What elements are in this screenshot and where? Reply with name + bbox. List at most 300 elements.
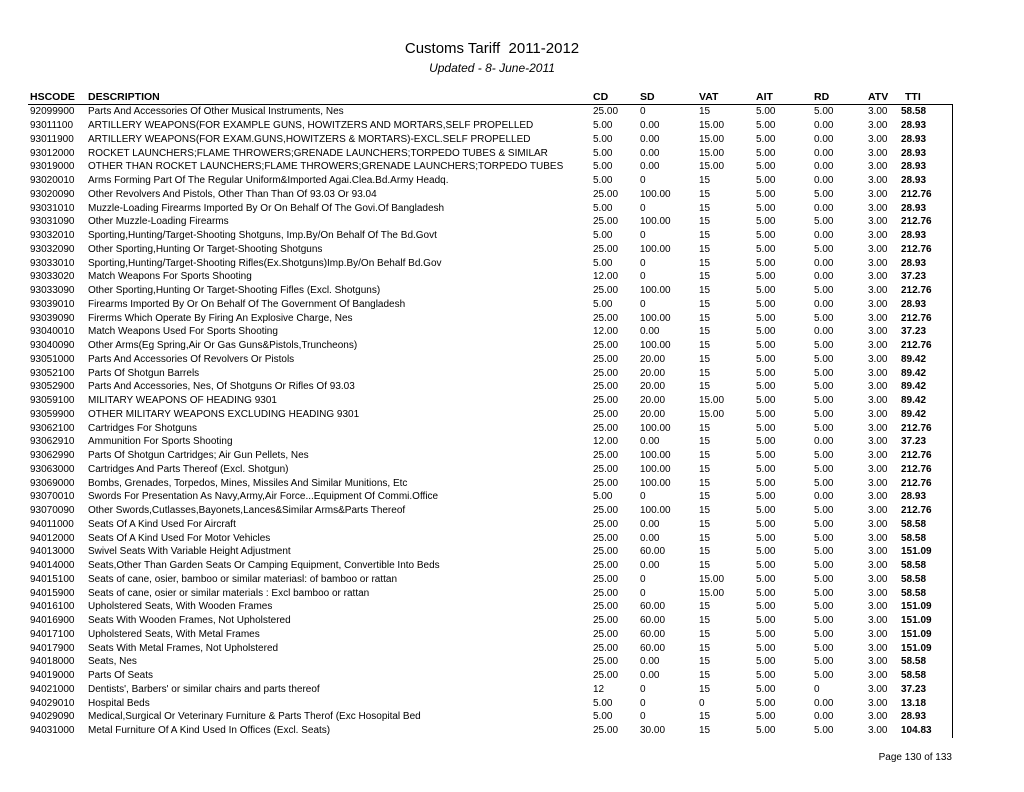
ait-cell: 5.00: [756, 505, 776, 517]
tti-cell: 212.76: [899, 449, 952, 463]
sd-cell: 0.00: [640, 670, 660, 682]
table-row: [28, 353, 952, 367]
cd-cell: 25.00: [593, 106, 619, 118]
vat-cell: 15: [699, 601, 711, 613]
hscode-cell: 93020090: [30, 188, 75, 200]
hscode-cell: 94019000: [30, 670, 75, 682]
rd-cell: 0.00: [814, 147, 834, 159]
table-row: [28, 105, 952, 119]
ait-cell: 5.00: [756, 546, 776, 558]
column-header-ait: AIT: [756, 90, 773, 103]
vat-cell: 15: [699, 367, 711, 379]
ait-cell: 5.00: [756, 683, 776, 695]
table-row: [28, 476, 952, 490]
atv-cell: 3.00: [868, 243, 888, 255]
rd-cell: 5.00: [814, 587, 834, 599]
sd-cell: 0.00: [640, 120, 660, 132]
rd-cell: 5.00: [814, 285, 834, 297]
cd-cell: 25.00: [593, 340, 619, 352]
tti-cell: 104.83: [899, 724, 952, 738]
table-row: [28, 380, 952, 394]
table-row: [28, 724, 952, 738]
atv-cell: 3.00: [868, 353, 888, 365]
atv-cell: 3.00: [868, 491, 888, 503]
rd-cell: 0.00: [814, 326, 834, 338]
atv-cell: 3.00: [868, 230, 888, 242]
vat-cell: 15.00: [699, 573, 725, 585]
ait-cell: 5.00: [756, 381, 776, 393]
rd-cell: 0.00: [814, 271, 834, 283]
description-cell: Parts And Accessories Of Other Musical Instruments, Nes: [88, 106, 344, 118]
atv-cell: 3.00: [868, 216, 888, 228]
table-row: [28, 146, 952, 160]
vat-cell: 15: [699, 285, 711, 297]
description-cell: Seats of cane, osier, bamboo or similar materiasl: of bamboo or rattan: [88, 573, 398, 585]
vat-cell: 15: [699, 188, 711, 200]
description-cell: Seats, Nes: [88, 656, 137, 668]
description-cell: Other Sporting,Hunting Or Target-Shooting Shotguns: [88, 243, 323, 255]
hscode-cell: 93062100: [30, 422, 75, 434]
tti-cell: 212.76: [899, 215, 952, 229]
table-row: [28, 366, 952, 380]
vat-cell: 15: [699, 326, 711, 338]
hscode-cell: 94018000: [30, 656, 75, 668]
rd-cell: 5.00: [814, 367, 834, 379]
atv-cell: 3.00: [868, 628, 888, 640]
vat-cell: 15: [699, 628, 711, 640]
ait-cell: 5.00: [756, 243, 776, 255]
vat-cell: 15: [699, 298, 711, 310]
atv-cell: 3.00: [868, 601, 888, 613]
atv-cell: 3.00: [868, 615, 888, 627]
ait-cell: 5.00: [756, 395, 776, 407]
vat-cell: 15.00: [699, 133, 725, 145]
description-cell: Parts And Accessories, Nes, Of Shotguns Or Rifles Of 93.03: [88, 381, 355, 393]
atv-cell: 3.00: [868, 725, 888, 737]
tti-cell: 28.93: [899, 146, 952, 160]
sd-cell: 0.00: [640, 436, 660, 448]
atv-cell: 3.00: [868, 642, 888, 654]
rd-cell: 0.00: [814, 298, 834, 310]
sd-cell: 30.00: [640, 725, 666, 737]
ait-cell: 5.00: [756, 367, 776, 379]
tti-cell: 212.76: [899, 421, 952, 435]
tariff-table: [28, 90, 953, 738]
ait-cell: 5.00: [756, 491, 776, 503]
description-cell: Other Revolvers And Pistols, Other Than Than Of 93.03 Or 93.04: [88, 188, 377, 200]
hscode-cell: 94015100: [30, 573, 75, 585]
sd-cell: 0.00: [640, 532, 660, 544]
tti-cell: 212.76: [899, 339, 952, 353]
description-cell: Parts Of Shotgun Cartridges; Air Gun Pellets, Nes: [88, 450, 309, 462]
description-cell: Firerms Which Operate By Firing An Explosive Charge, Nes: [88, 312, 353, 324]
atv-cell: 3.00: [868, 340, 888, 352]
hscode-cell: 94029090: [30, 711, 75, 723]
tti-cell: 212.76: [899, 504, 952, 518]
vat-cell: 15.00: [699, 587, 725, 599]
table-row: [28, 669, 952, 683]
hscode-cell: 93032010: [30, 230, 75, 242]
sd-cell: 100.00: [640, 243, 671, 255]
sd-cell: 100.00: [640, 188, 671, 200]
table-row: [28, 188, 952, 202]
rd-cell: 5.00: [814, 312, 834, 324]
table-row: [28, 586, 952, 600]
cd-cell: 25.00: [593, 243, 619, 255]
hscode-cell: 93011100: [30, 120, 74, 132]
atv-cell: 3.00: [868, 147, 888, 159]
sd-cell: 100.00: [640, 477, 671, 489]
hscode-cell: 94011000: [30, 518, 74, 530]
atv-cell: 3.00: [868, 326, 888, 338]
rd-cell: 5.00: [814, 422, 834, 434]
sd-cell: 0: [640, 573, 646, 585]
description-cell: Metal Furniture Of A Kind Used In Offices (Excl. Seats): [88, 725, 331, 737]
column-header-tti: TTI: [905, 90, 921, 103]
ait-cell: 5.00: [756, 560, 776, 572]
tti-cell: 28.93: [899, 490, 952, 504]
atv-cell: 3.00: [868, 477, 888, 489]
ait-cell: 5.00: [756, 642, 776, 654]
sd-cell: 0.00: [640, 161, 660, 173]
sd-cell: 0: [640, 106, 646, 118]
table-row: [28, 174, 952, 188]
rd-cell: 5.00: [814, 340, 834, 352]
vat-cell: 15: [699, 243, 711, 255]
vat-cell: 15: [699, 381, 711, 393]
hscode-cell: 94017900: [30, 642, 75, 654]
table-row: [28, 394, 952, 408]
tti-cell: 212.76: [899, 284, 952, 298]
cd-cell: 5.00: [593, 697, 613, 709]
hscode-cell: 93033010: [30, 257, 75, 269]
vat-cell: 15: [699, 532, 711, 544]
vat-cell: 15: [699, 546, 711, 558]
rd-cell: 5.00: [814, 628, 834, 640]
description-cell: Seats Of A Kind Used For Motor Vehicles: [88, 532, 271, 544]
atv-cell: 3.00: [868, 683, 888, 695]
hscode-cell: 94021000: [30, 683, 75, 695]
ait-cell: 5.00: [756, 573, 776, 585]
description-cell: Dentists', Barbers' or similar chairs and parts thereof: [88, 683, 320, 695]
hscode-cell: 94012000: [30, 532, 75, 544]
table-row: [28, 435, 952, 449]
cd-cell: 5.00: [593, 230, 613, 242]
cd-cell: 25.00: [593, 367, 619, 379]
tti-cell: 28.93: [899, 229, 952, 243]
cd-cell: 12.00: [593, 436, 619, 448]
hscode-cell: 94016100: [30, 601, 75, 613]
page-title: Customs Tariff 2011-2012: [404, 40, 580, 57]
tti-cell: 58.58: [899, 573, 952, 587]
ait-cell: 5.00: [756, 188, 776, 200]
tti-cell: 37.23: [899, 435, 952, 449]
hscode-cell: 93033090: [30, 285, 75, 297]
vat-cell: 15: [699, 615, 711, 627]
sd-cell: 0: [640, 202, 646, 214]
atv-cell: 3.00: [868, 532, 888, 544]
hscode-cell: 93069000: [30, 477, 75, 489]
atv-cell: 3.00: [868, 106, 888, 118]
vat-cell: 15: [699, 518, 711, 530]
table-row: [28, 284, 952, 298]
ait-cell: 5.00: [756, 312, 776, 324]
atv-cell: 3.00: [868, 381, 888, 393]
rd-cell: 5.00: [814, 188, 834, 200]
cd-cell: 25.00: [593, 532, 619, 544]
cd-cell: 25.00: [593, 353, 619, 365]
cd-cell: 25.00: [593, 312, 619, 324]
cd-cell: 25.00: [593, 670, 619, 682]
vat-cell: 15: [699, 711, 711, 723]
atv-cell: 3.00: [868, 367, 888, 379]
cd-cell: 5.00: [593, 133, 613, 145]
page-number: Page 130 of 133: [878, 752, 952, 763]
tti-cell: 151.09: [899, 614, 952, 628]
sd-cell: 0: [640, 298, 646, 310]
ait-cell: 5.00: [756, 587, 776, 599]
cd-cell: 25.00: [593, 642, 619, 654]
tti-cell: 212.76: [899, 476, 952, 490]
hscode-cell: 93020010: [30, 175, 75, 187]
table-row: [28, 201, 952, 215]
cd-cell: 25.00: [593, 725, 619, 737]
description-cell: Seats of cane, osier or similar materials : Excl bamboo or rattan: [88, 587, 370, 599]
cd-cell: 12.00: [593, 326, 619, 338]
tti-cell: 28.93: [899, 256, 952, 270]
tti-cell: 212.76: [899, 243, 952, 257]
rd-cell: 0.00: [814, 133, 834, 145]
table-row: [28, 628, 952, 642]
rd-cell: 0.00: [814, 202, 834, 214]
table-row: [28, 559, 952, 573]
atv-cell: 3.00: [868, 450, 888, 462]
description-cell: ROCKET LAUNCHERS;FLAME THROWERS;GRENADE LAUNCHERS;TORPEDO TUBES & SIMILAR: [88, 147, 548, 159]
table-row: [28, 600, 952, 614]
ait-cell: 5.00: [756, 285, 776, 297]
table-row: [28, 490, 952, 504]
cd-cell: 5.00: [593, 147, 613, 159]
header-row: [28, 90, 952, 105]
rd-cell: 5.00: [814, 353, 834, 365]
hscode-cell: 93063000: [30, 463, 75, 475]
tti-cell: 37.23: [899, 325, 952, 339]
atv-cell: 3.00: [868, 422, 888, 434]
sd-cell: 0: [640, 711, 646, 723]
vat-cell: 15: [699, 450, 711, 462]
vat-cell: 15: [699, 216, 711, 228]
cd-cell: 5.00: [593, 161, 613, 173]
vat-cell: 15.00: [699, 147, 725, 159]
ait-cell: 5.00: [756, 271, 776, 283]
atv-cell: 3.00: [868, 120, 888, 132]
sd-cell: 20.00: [640, 381, 666, 393]
tti-cell: 28.93: [899, 201, 952, 215]
vat-cell: 15: [699, 257, 711, 269]
table-row: [28, 215, 952, 229]
description-cell: Other Swords,Cutlasses,Bayonets,Lances&Similar Arms&Parts Thereof: [88, 505, 406, 517]
sd-cell: 100.00: [640, 505, 671, 517]
cd-cell: 5.00: [593, 202, 613, 214]
tti-cell: 89.42: [899, 380, 952, 394]
description-cell: Other Arms(Eg Spring,Air Or Gas Guns&Pistols,Truncheons): [88, 340, 358, 352]
description-cell: OTHER THAN ROCKET LAUNCHERS;FLAME THROWERS;GRENADE LAUNCHERS;TORPEDO TUBES: [88, 161, 564, 173]
tti-cell: 151.09: [899, 628, 952, 642]
column-header-sd: SD: [640, 90, 655, 103]
table-row: [28, 504, 952, 518]
sd-cell: 60.00: [640, 628, 666, 640]
tti-cell: 212.76: [899, 188, 952, 202]
atv-cell: 3.00: [868, 546, 888, 558]
sd-cell: 60.00: [640, 615, 666, 627]
tti-cell: 58.58: [899, 669, 952, 683]
table-row: [28, 573, 952, 587]
vat-cell: 15.00: [699, 408, 725, 420]
tti-cell: 58.58: [899, 105, 952, 119]
cd-cell: 25.00: [593, 601, 619, 613]
cd-cell: 25.00: [593, 505, 619, 517]
rd-cell: 5.00: [814, 725, 834, 737]
rd-cell: 5.00: [814, 601, 834, 613]
sd-cell: 20.00: [640, 353, 666, 365]
sd-cell: 100.00: [640, 463, 671, 475]
sd-cell: 0: [640, 271, 646, 283]
atv-cell: 3.00: [868, 573, 888, 585]
ait-cell: 5.00: [756, 532, 776, 544]
sd-cell: 20.00: [640, 367, 666, 379]
atv-cell: 3.00: [868, 408, 888, 420]
table-row: [28, 256, 952, 270]
cd-cell: 5.00: [593, 257, 613, 269]
sd-cell: 20.00: [640, 395, 666, 407]
vat-cell: 15: [699, 230, 711, 242]
description-cell: ARTILLERY WEAPONS(FOR EXAM.GUNS,HOWITZERS & MORTARS)-EXCL.SELF PROPELLED: [88, 133, 531, 145]
description-cell: Arms Forming Part Of The Regular Uniform&Imported Agai.Clea.Bd.Army Headq.: [88, 175, 449, 187]
tti-cell: 28.93: [899, 119, 952, 133]
cd-cell: 25.00: [593, 518, 619, 530]
vat-cell: 15: [699, 271, 711, 283]
cd-cell: 25.00: [593, 188, 619, 200]
table-row: [28, 229, 952, 243]
ait-cell: 5.00: [756, 408, 776, 420]
sd-cell: 0: [640, 697, 646, 709]
atv-cell: 3.00: [868, 697, 888, 709]
description-cell: Firearms Imported By Or On Behalf Of The Government Of Bangladesh: [88, 298, 406, 310]
sd-cell: 0: [640, 491, 646, 503]
description-cell: ARTILLERY WEAPONS(FOR EXAMPLE GUNS, HOWITZERS AND MORTARS,SELF PROPELLED: [88, 120, 534, 132]
ait-cell: 5.00: [756, 257, 776, 269]
cd-cell: 5.00: [593, 711, 613, 723]
tti-cell: 89.42: [899, 353, 952, 367]
ait-cell: 5.00: [756, 477, 776, 489]
hscode-cell: 94014000: [30, 560, 75, 572]
vat-cell: 15: [699, 175, 711, 187]
ait-cell: 5.00: [756, 147, 776, 159]
description-cell: Seats,Other Than Garden Seats Or Camping Equipment, Convertible Into Beds: [88, 560, 440, 572]
vat-cell: 15: [699, 505, 711, 517]
table-row: [28, 531, 952, 545]
vat-cell: 15.00: [699, 395, 725, 407]
ait-cell: 5.00: [756, 670, 776, 682]
sd-cell: 60.00: [640, 546, 666, 558]
atv-cell: 3.00: [868, 518, 888, 530]
table-row: [28, 325, 952, 339]
sd-cell: 0.00: [640, 326, 660, 338]
atv-cell: 3.00: [868, 395, 888, 407]
vat-cell: 15: [699, 353, 711, 365]
cd-cell: 25.00: [593, 463, 619, 475]
hscode-cell: 93031010: [30, 202, 75, 214]
rd-cell: 5.00: [814, 532, 834, 544]
hscode-cell: 93011900: [30, 133, 74, 145]
vat-cell: 15: [699, 560, 711, 572]
vat-cell: 15: [699, 422, 711, 434]
hscode-cell: 94029010: [30, 697, 75, 709]
rd-cell: 5.00: [814, 573, 834, 585]
table-row: [28, 243, 952, 257]
tti-cell: 151.09: [899, 545, 952, 559]
rd-cell: 0: [814, 683, 820, 695]
hscode-cell: 94013000: [30, 546, 75, 558]
tti-cell: 13.18: [899, 696, 952, 710]
tti-cell: 212.76: [899, 463, 952, 477]
cd-cell: 5.00: [593, 491, 613, 503]
atv-cell: 3.00: [868, 133, 888, 145]
description-cell: Cartridges For Shotguns: [88, 422, 197, 434]
ait-cell: 5.00: [756, 298, 776, 310]
vat-cell: 15: [699, 106, 711, 118]
vat-cell: 15: [699, 491, 711, 503]
rd-cell: 5.00: [814, 216, 834, 228]
rd-cell: 5.00: [814, 656, 834, 668]
ait-cell: 5.00: [756, 422, 776, 434]
description-cell: Bombs, Grenades, Torpedos, Mines, Missiles And Similar Munitions, Etc: [88, 477, 408, 489]
ait-cell: 5.00: [756, 175, 776, 187]
sd-cell: 60.00: [640, 642, 666, 654]
atv-cell: 3.00: [868, 161, 888, 173]
ait-cell: 5.00: [756, 353, 776, 365]
description-cell: Swords For Presentation As Navy,Army,Air Force...Equipment Of Commi.Office: [88, 491, 439, 503]
hscode-cell: 93039010: [30, 298, 75, 310]
tti-cell: 58.58: [899, 531, 952, 545]
ait-cell: 5.00: [756, 120, 776, 132]
description-cell: Seats With Metal Frames, Not Upholstered: [88, 642, 279, 654]
rd-cell: 5.00: [814, 505, 834, 517]
atv-cell: 3.00: [868, 271, 888, 283]
description-cell: Hospital Beds: [88, 697, 150, 709]
column-header-atv: ATV: [868, 90, 889, 103]
ait-cell: 5.00: [756, 697, 776, 709]
rd-cell: 5.00: [814, 518, 834, 530]
sd-cell: 0: [640, 230, 646, 242]
description-cell: Upholstered Seats, With Wooden Frames: [88, 601, 273, 613]
rd-cell: 0.00: [814, 491, 834, 503]
atv-cell: 3.00: [868, 560, 888, 572]
vat-cell: 15: [699, 477, 711, 489]
ait-cell: 5.00: [756, 340, 776, 352]
hscode-cell: 93031090: [30, 216, 75, 228]
tti-cell: 28.93: [899, 298, 952, 312]
tti-cell: 212.76: [899, 311, 952, 325]
tti-cell: 37.23: [899, 683, 952, 697]
atv-cell: 3.00: [868, 463, 888, 475]
hscode-cell: 93039090: [30, 312, 75, 324]
hscode-cell: 93033020: [30, 271, 75, 283]
hscode-cell: 93040090: [30, 340, 75, 352]
ait-cell: 5.00: [756, 656, 776, 668]
sd-cell: 100.00: [640, 285, 671, 297]
vat-cell: 15.00: [699, 161, 725, 173]
